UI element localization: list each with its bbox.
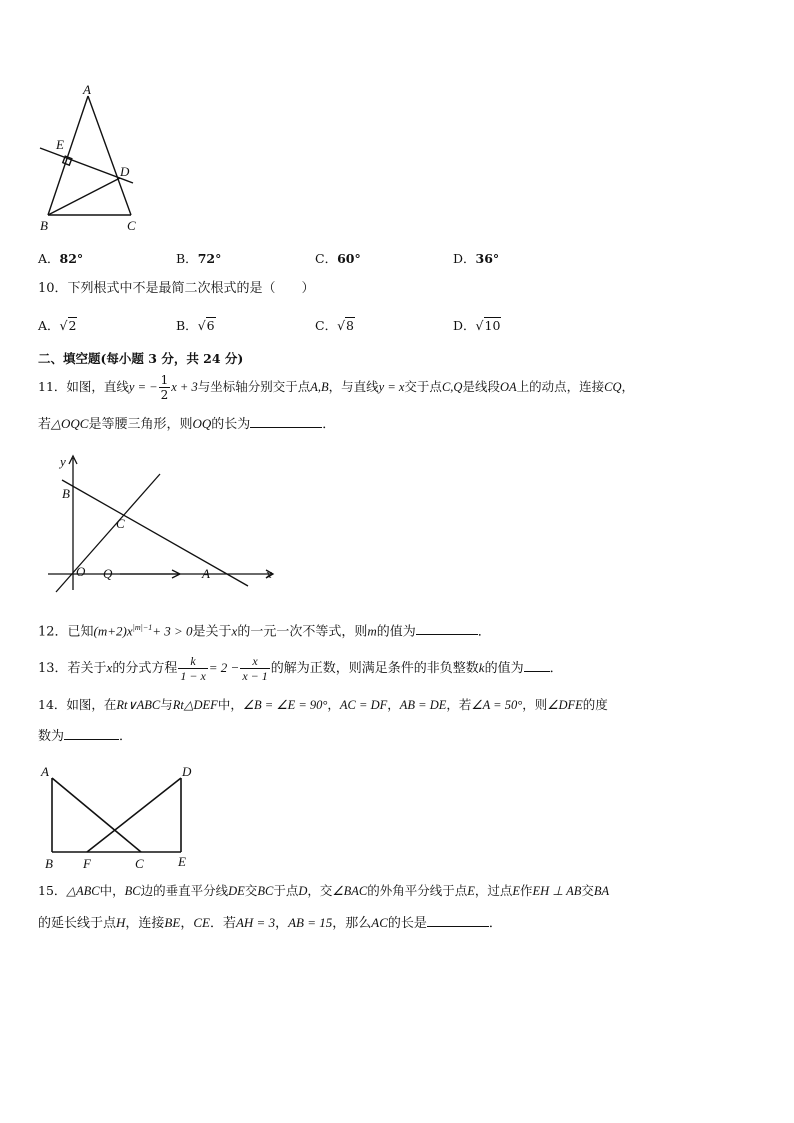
fig9-label-C: C bbox=[127, 218, 136, 233]
q9-option-a: A．82° bbox=[38, 251, 84, 266]
q10-stem: 10．下列根式中不是最简二次根式的是（ ） bbox=[38, 281, 315, 296]
q9-option-c: C．60° bbox=[315, 251, 361, 266]
fig11-label-x: x bbox=[266, 566, 272, 581]
figure-q9-triangle bbox=[30, 82, 150, 237]
q11-line-1: 11．如图，直线y = − $\frac{1}{2}$ x + 3与坐标轴分别交于点A,B，与直线y = x交于点C,Q是线段OA上的动点，连接CQ， bbox=[38, 373, 635, 402]
figure-q14-triangles bbox=[35, 760, 200, 875]
answer-blank-q11[interactable] bbox=[250, 415, 322, 428]
q14-line-1: 14．如图，在Rt∨ABC与Rt△DEF中，∠B = ∠E = 90°，AC = DF，AB = DE，若∠A = 50°，则∠DFE的度 bbox=[38, 697, 608, 712]
fig9-label-A: A bbox=[83, 82, 91, 97]
figure-q11-graph bbox=[40, 450, 280, 595]
q10-option-c: C．√8 bbox=[315, 318, 354, 333]
answer-blank-q12[interactable] bbox=[416, 622, 478, 635]
q9-option-d: D．36° bbox=[453, 251, 500, 266]
q9-option-b: B．72° bbox=[176, 251, 222, 266]
fig14-label-B: B bbox=[45, 856, 53, 871]
fig9-label-D: D bbox=[120, 164, 130, 179]
fig11-label-A: A bbox=[202, 566, 210, 581]
fig11-label-y: y bbox=[60, 454, 66, 469]
fig14-label-A: A bbox=[41, 764, 49, 779]
fig11-label-C: C bbox=[116, 516, 125, 531]
answer-blank-q14[interactable] bbox=[64, 727, 119, 740]
fig9-label-E: E bbox=[56, 137, 64, 152]
q13-line: 13．若关于x的分式方程 $\frac{k}{1 - x}$ = 2 − $\frac{x}{x - 1}$ 的解为正数，则满足条件的非负整数k的值为 ． bbox=[38, 654, 563, 683]
fig14-label-D: D bbox=[182, 764, 192, 779]
q10-option-b: B．√6 bbox=[176, 318, 215, 333]
fig14-label-C: C bbox=[135, 856, 144, 871]
fig14-label-F: F bbox=[83, 856, 91, 871]
q14-line-2: 数为 ． bbox=[38, 729, 133, 744]
q12-line: 12．已知$(m+2)x^{|m|-1}+ 3 > 0$是关于x的一元一次不等式，则m的值为 ． bbox=[38, 623, 491, 640]
answer-blank-q15[interactable] bbox=[427, 914, 489, 927]
section-2-heading: 二、填空题(每小题 3 分，共 24 分) bbox=[38, 351, 244, 366]
answer-blank-q13[interactable] bbox=[524, 659, 550, 672]
fig14-label-E: E bbox=[178, 854, 186, 869]
q15-line-1: 15．△ABC中，BC边的垂直平分线DE交BC于点D，交∠BAC的外角平分线于点E，过点E作EH ⊥ AB交BA bbox=[38, 883, 610, 898]
fig11-label-O: O bbox=[76, 564, 86, 579]
q10-option-a: A．√2 bbox=[38, 318, 77, 333]
q11-line-2: 若△OQC是等腰三角形，则OQ的长为 ． bbox=[38, 416, 336, 432]
q10-option-d: D．√10 bbox=[453, 318, 501, 333]
fig11-label-Q: Q bbox=[103, 566, 113, 581]
fig9-label-B: B bbox=[40, 218, 48, 233]
fig11-label-B: B bbox=[62, 486, 70, 501]
q15-line-2: 的延长线于点H，连接BE，CE．若AH = 3，AB = 15，那么AC的长是 ． bbox=[38, 915, 502, 931]
